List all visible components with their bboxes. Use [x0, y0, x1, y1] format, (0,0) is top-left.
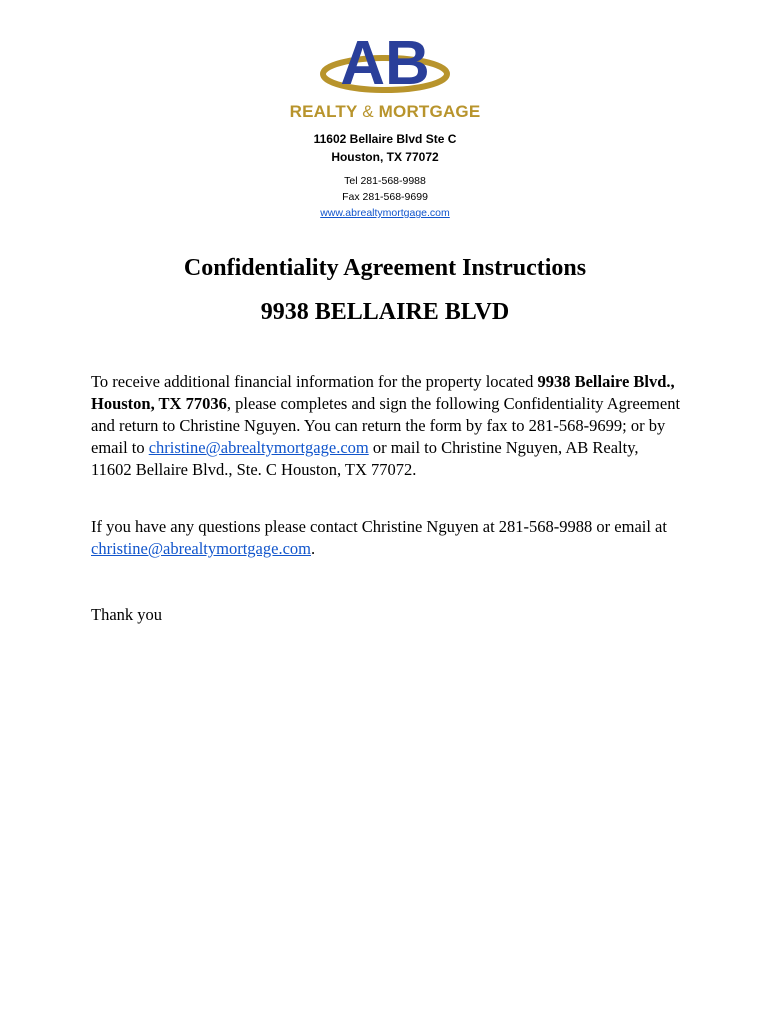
website-link[interactable]: www.abrealtymortgage.com [320, 207, 450, 219]
ab-logo-icon [270, 30, 500, 102]
website-container [0, 207, 770, 219]
svg-text:AB: AB [340, 30, 430, 98]
logo-tagline: REALTY & MORTGAGE [289, 102, 481, 121]
closing-text: Thank you [91, 605, 163, 624]
property-address: 9938 Bellaire Blvd., Houston, TX 77036 [91, 372, 675, 413]
email-link-2[interactable]: christine@abrealtymortgage.com [91, 539, 311, 558]
telephone: Tel 281-568-9988 [344, 175, 426, 187]
property-title: 9938 BELLAIRE BLVD [260, 299, 510, 325]
page-title: Confidentiality Agreement Instructions [183, 255, 587, 281]
email-link[interactable]: christine@abrealtymortgage.com [148, 438, 369, 457]
address-line-2: Houston, TX 77072 [331, 150, 439, 164]
contact-paragraph: If you have any questions please contact Christine Nguyen at 281-568-9988 or email at christine@abrealtymortgage.com. [91, 517, 667, 558]
instructions-paragraph: To receive additional financial information for the property located 9938 Bellaire Blvd., Houston, TX 77036, please completes and sign the following Confidentiality Agreement and return to Christine Nguyen. You can return the form by fax to 281-568-9699; or by email to christine@abrealtymortgage.com or mail to Christine Nguyen, AB Realty, 11602 Bellaire Blvd., Ste. C Houston, TX 77072. [91, 372, 681, 479]
company-logo [270, 30, 500, 125]
fax: Fax 281-568-9699 [342, 191, 428, 203]
address-line-1: 11602 Bellaire Blvd Ste C [313, 132, 457, 146]
